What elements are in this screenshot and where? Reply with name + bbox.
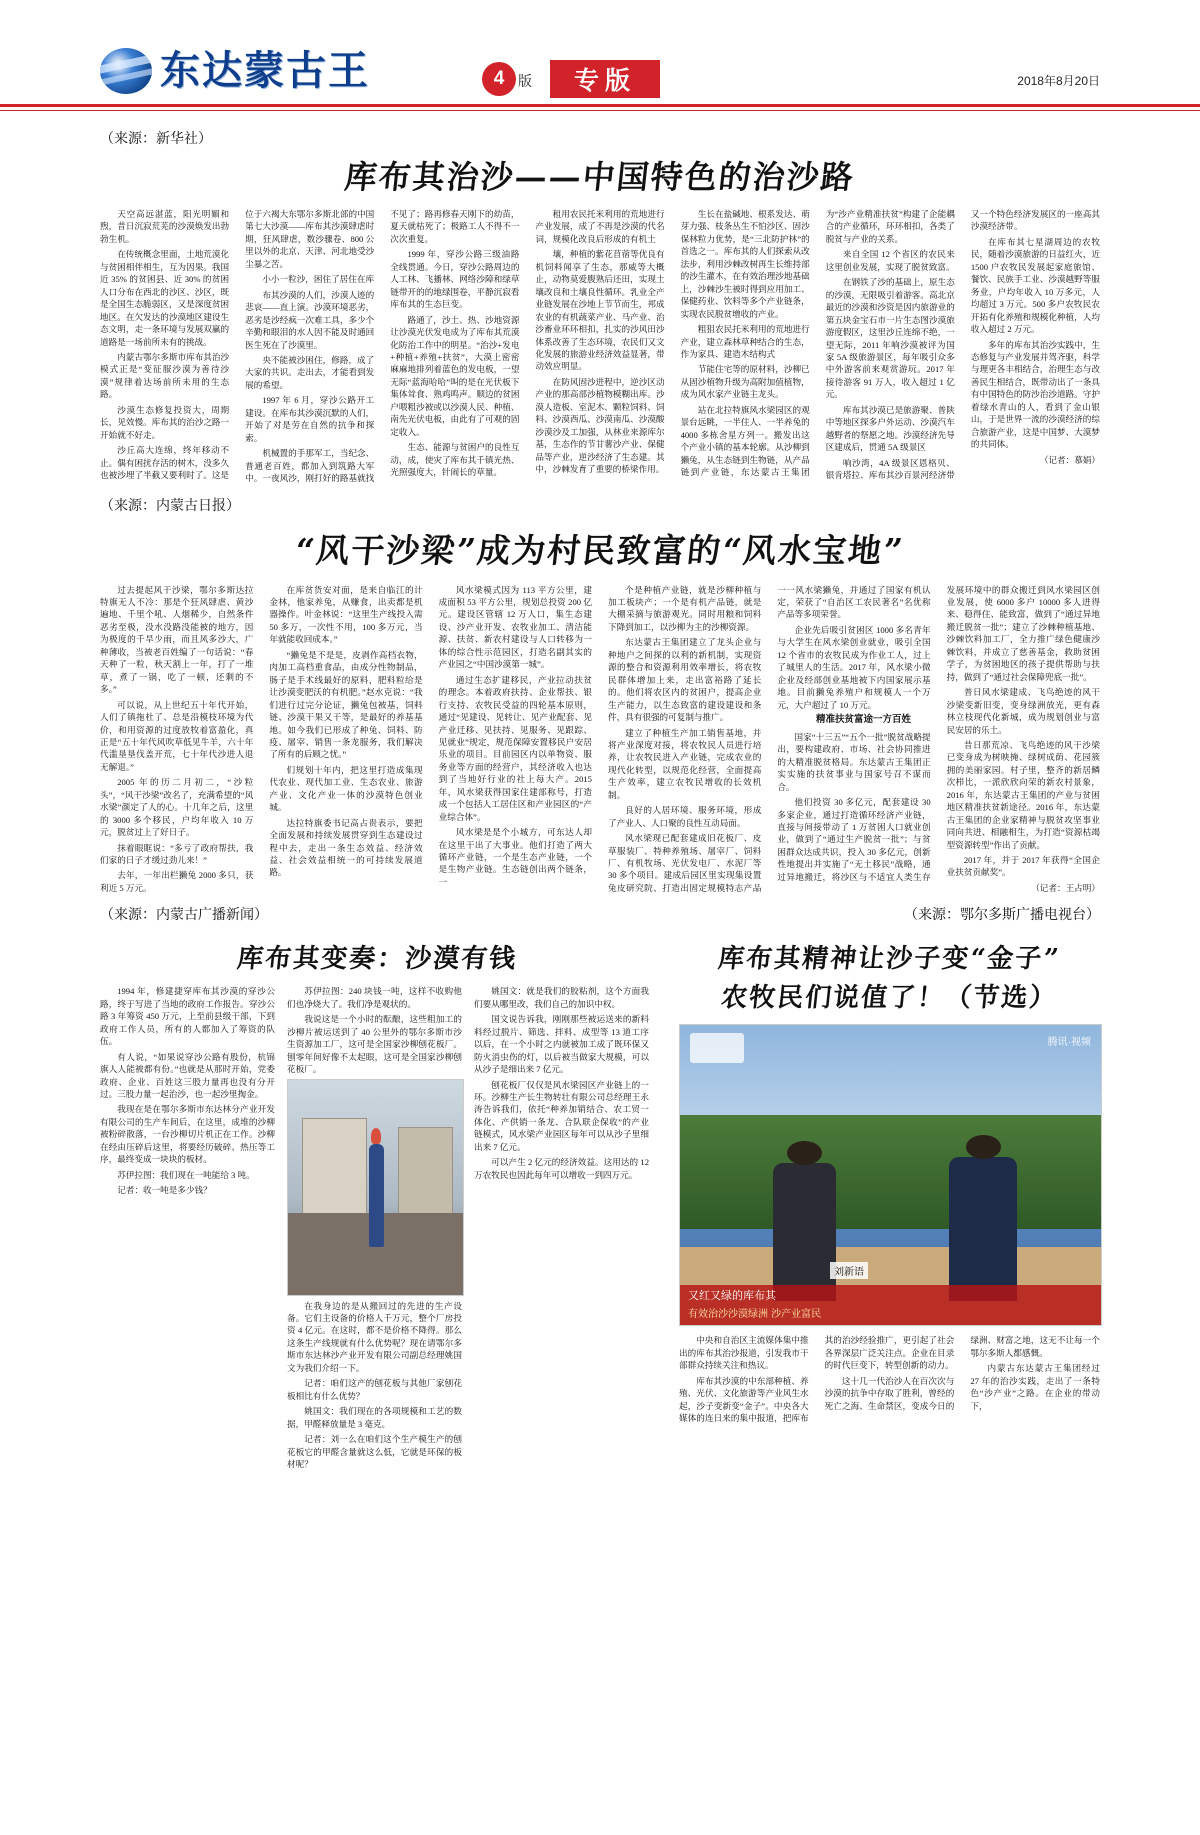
article-2-headline: “风干沙梁”成为村民致富的“风水宝地” [293, 530, 907, 570]
paragraph: 这十几一代治沙人在百次次与沙漠的抗争中存取了胜利，曾经的死亡之海、生命禁区，变成今日的绿洲、财富之地，这无不让每一个鄂尔多斯人都感慨。 [824, 1335, 1100, 1411]
article-2-byline: （记者：王占明） [1031, 882, 1100, 893]
bottom-sources [0, 894, 1200, 926]
paragraph: 国文说告诉我，刚刚那些被运送来的新料料经过脱片、筛选、拌料、成型等 13 道工序以后，在一个小时之内就被加工成了既环保又防火消虫伤的灯，以后被当做家大规模，可以从沙子是细出来 7 亿元。 [474, 1014, 649, 1075]
paragraph: 在传统概念里面，土地荒漠化与贫困相伴相生，互为因果。我国近 35% 的贫困县、近 30% 的贫困人口分布在西北的沙区、沙区，既是全国生态脆弱区，又是深度贫困地区。在欠发达的沙漠地区建设生态文明，走一条环境与发展双赢的道路是一场前所未有的挑战。 [100, 249, 230, 347]
paragraph: 在钢铁了沙的基础上，原生态的沙漠，无限吸引着游客。高北京最近的沙漠和沙资是因内旅游业的第五块金宝石市一片生态图沙漠旅游度假区，这里沙丘连绵不绝，一望无际，2011 年响沙漠被评为国家 5A 级旅游景区，每年吸引众多中外游客前来观赏游玩。2017 年接待游客 91 万人，收入超过 1 亿元。 [825, 277, 955, 400]
paragraph: 记者：咱们这产的刨花板与其他厂家刨花板相比有什么优势？ [287, 1378, 462, 1401]
paragraph: 多年的库布其治沙实践中，生态修复与产业发展并驾齐驱，科学与理更各丰相结合，治理生态与改善民生相结合，既带动出了一条具有中国特色的防沙治沙道路。守护着绿水青山的人，看到了金山银山，于是世界一流的沙漠经济的综合旅游产业，这是中国梦、大漠梦的共同体。 [970, 339, 1100, 450]
masthead-rule-thin [0, 110, 1200, 111]
paragraph: 国家“十三五”“五个一批”脱贫战略提出，要构建政府、市场、社会协同推进的大精准脱贫格局。东达蒙古王集团正实实施的扶贫事业与国家号召不谋而合。 [777, 731, 931, 792]
paragraph: 风水梁是是个小城方，可东达人却在这里干出了大事业。他们打造了两大循环产业链，一个是生态产业链，一个是生物产业链。生态链创出两个链条，一 [438, 827, 592, 887]
paragraph: 生长在盐碱地、根系发达、萌芽力强、枝条丛生不怕沙区、固沙保林粒力优势，是“三北防护林”的首选之一。库布其的人们探索从改法步，利用沙棘改树再生长维持部的沙生灌木，在有效治理沙地基础上，沙棘沙生被时得到应用加工、保健药业、饮料等多个产业链条，实现农民脱贫增收的产业。 [680, 209, 810, 319]
paragraph: 记者：刘一么在咱们这个生产模生产的刨花板它的甲醛含量就这么低，它就是环保的板材呢？ [287, 1434, 462, 1469]
article-4-headline-line1: 库布其精神让沙子变“金子” [716, 944, 1062, 975]
paragraph: 内蒙古鄂尔多斯市库布其治沙模式正是“变征服沙漠为善待沙漠”规律着达场前所未用的生态路。 [100, 351, 230, 400]
article-1-source: （来源：新华社） [100, 131, 212, 147]
article-1-headline: 库布其治沙——中国特色的治沙路 [342, 158, 857, 196]
page-number-suffix: 版 [518, 73, 532, 89]
paragraph: 可以说，从上世纪五十年代开始，人们了镇拖杜了、总是沿模枝环境为代价，和用资源的过度放牧着富盈化，真正是“五十年代风吹草低见牛羊，六十年代滥垦垦伐盖开荒，七十年代沙进人退无解退。” [100, 699, 254, 772]
paragraph: 风水梁模式因为 113 平方公里，建成面积 53 平方公里，规划总投资 200 亿元。建设区管辖 12 万人口，集生态建设、沙产业开发、农牧业加工、清洁能源、扶贫、新农村建设与人口转移为一体的综合性示范园区，打造名副其实的产业园之“中国沙漠第一城”。 [438, 584, 592, 670]
paragraph: 达拉特旗委书记高占贵表示，要把全面发展和持续发展贯穿到生态建设过程中去，走出一条生态效益、经济效益、社会效益相统一的可持续发展道路。 [269, 817, 423, 878]
article-1-byline: （记者：慕娟） [1039, 454, 1100, 465]
tv-platform-logo: 腾讯·视频 [1047, 1037, 1091, 1049]
paragraph: 1997 年 6 月，穿沙公路开工建设。在库布其沙漠沉默的人们，开始了对是劳在自然的抗争和探索。 [245, 395, 375, 443]
article-3-headline: 库布其变奏：沙漠有钱 [235, 944, 519, 975]
paragraph: 机械置的手那军工，当纪念、普通老百姓，都加入到筑路大军中。一夜风沙，刚打好的路基就找不见了；路再修春天刚下的幼苗，夏天就枯死了；极路工人不得不一次次重复。 [245, 209, 520, 484]
article-3-source: （来源：内蒙古广播新闻） [100, 907, 268, 924]
paragraph: 建立了种植生产加工销售基地，并将产业深度对接，将农牧民人员进行培养，让农牧民进入产业链，完成农业的现代化转型，以规范化经营，全面提高生产效率，建立农牧民增收的长效机制。 [607, 727, 762, 800]
paragraph: 来自全国 12 个省区的农民来这里创业发展，实现了脱贫致富。 [825, 249, 955, 272]
tv-name-tag: 刘新语 [830, 1262, 868, 1279]
globe-icon [100, 48, 152, 94]
section-tag: 专版 [550, 60, 660, 98]
article-4-source: （来源：鄂尔多斯广播电视台） [904, 907, 1100, 924]
paragraph: 1999 年，穿沙公路三级油路全线贯通。今日，穿沙公路周边的人工林、飞播林、网络沙障和绿草链带开的的地绿围卷，平静沉寂看库布其的生态巨变。 [390, 249, 520, 310]
paragraph: 库布其沙漠已是旅游聚、普陕中等地区探多户外运动、沙漠汽车越野者的祭愿之地。沙漠经济先导区建成后，贯通 5A 级景区 [825, 404, 955, 453]
article-1 [0, 128, 1200, 485]
paragraph: 刨花板厂仅仅是风水梁园区产业链上的一环。沙柳生产长生物转壮有限公司总经理王永涛告诉我们，依托“种养加销结合、农工贸一体化、产供销一条龙、合队联企保收”的产业链模式，风水梁产业园区每年可以从沙子里细出来 7 亿元。 [474, 1079, 649, 1152]
bottom-section [0, 932, 1200, 1473]
paragraph: 抹着眼眶说：“多亏了政府帮扶，我们家的日子才缓过劲儿来！” [100, 842, 254, 866]
paragraph: 在库布其七星湖周边的农牧民，随着沙漠旅游的日益红火，近 1500 户农牧民发展起家庭旅馆、餐饮、民族手工业、沙漠越野等服务业，户均年收入 10 万多元，人均超过 3 万元。500 多户农牧民农开拓有化养殖和规模化种植，人均收入超过 2 万元。 [970, 236, 1100, 335]
paragraph: 们规划十年内，把这里打造成集现代农业、现代加工业、生态农业、旅游产业、文化产业一体的沙漠特色创业城。 [269, 764, 423, 813]
paragraph: 1994 年，修建捷穿库布其沙漠的穿沙公路，终于写进了当地的政府工作报告。穿沙公路 3 年筹资 450 万元，上至前县级干部，下到政府工作人员，所有的人都加入了筹资的队伍。 [100, 986, 275, 1047]
masthead-rule [0, 104, 1200, 107]
tv-interviewee [773, 1163, 836, 1301]
paragraph: 沙丘高大连绵，终年移动不止。偶有困扰存活的树木，没多久也被沙埋了半截又要利时了。这是位于六褐大东鄂尔多斯北部的中国第七大沙漠——库布其沙漠肆虐时期，狂风肆虐，数沙骤卷、800 公里以外的北京、天津、河北地受沙尘暴之苦。 [100, 209, 375, 481]
sand-willow-factory-photo [287, 1079, 464, 1296]
paragraph: 有人说，“如果说穿沙公路有股份，杭锦旗人人能被都有份。”也就是从那时开始，党委政府、企业、百姓这三股力量再也没有分开过。三股力量一起治沙，也一起沙里掏金。 [100, 1051, 275, 1100]
tv-channel-logo-icon [690, 1033, 744, 1063]
masthead [0, 0, 1200, 118]
paragraph: 过去提起风干沙梁，鄂尔多斯达拉特旗无人不冷：那是个狂风肆虐、黄沙遍地、千里个吼、人烟稀少，自然条件恶劣至极，没水没路没能被的地方，因为极度的千旱少雨，而且风多沙大，广种薄收，当被老百姓编了一句话说：“春天种了一粒，秋天割上一年，打了一堆草，煮了一锅，吃了一顿，还剩的不多。” [100, 584, 254, 695]
paragraph: 2005 年的历二月初二，“沙粒头”，“风干沙梁”改名了，充满希望的“风水梁”颜定了人的心。十几年之后，这里的 3000 多个移民，户均年收入 10 万元，脱贫过上了好日子。 [100, 777, 254, 838]
article-2 [0, 495, 1200, 895]
tv-vegetation [680, 1115, 1101, 1229]
page-number: 4 [493, 68, 505, 89]
article-3-col-1 [100, 985, 275, 1473]
paragraph: 姚国文：就是我们的胶粘剂，这个方面我们要从哪里改，我们自己的加识中权。 [474, 986, 649, 1009]
paragraph: 我说这是一个小时的酝酿，这些粗加工的沙柳片被运送到了 40 公里外的鄂尔多斯市沙生资源加工厂，这可是全国家沙柳刨花板厂。刨零年间好像不太起眼，这可是全国家沙柳刨花板厂。 [287, 1014, 462, 1075]
tv-lower-third-subtitle: 有效治沙沙漠绿洲 沙产业富民 [688, 1309, 822, 1321]
paragraph: 2017 年，并于 2017 年获得“全国企业扶贫贡献奖”。 [946, 855, 1100, 878]
paragraph: 记者：收一吨是多少钱？ [117, 1185, 212, 1196]
article-4-body [679, 1334, 1100, 1424]
article-2-body [100, 584, 1100, 895]
paragraph: 布其沙漠的人们，沙漠人迹的悲哀——直上演。沙漠环境恶劣，恶劣是沙经疯一次难工具，多少个辛勤和眼泪的水人因不能及时通回医生死在了沙漠里。 [245, 289, 375, 350]
logo-text: 东达蒙古王 [160, 47, 370, 94]
paragraph: 个是种植产业链，就是沙柳种植与加工板块产；一个是有机产品链，就是大棚采摘与旅游观光。同时用粮和饲料下降到加工，以沙柳为主的沙柳资源。 [607, 584, 762, 632]
paragraph: 壤，种植的紫花苜蓿等优良有机饲料闻享了生态，那威等大概止，动物莫爱腹熟后还田，实现土壤改良和土壤良性循环。乳业全产业链发展在沙地上节节而生，邦成农业的有机蔬菜产业、马产业、治沙畜业环环相扣，扎实的沙风田沙体系改善了生态环境，农民们又文化发展的旅游业经济效益显著，带动效应明显。 [535, 249, 665, 372]
paragraph: 普日风水梁建成、飞鸟绝迹的风干沙梁变新旧变，变身绿洲放光，更有森林立枝现代化新城，成为规划创业与富民安居的乐土。 [946, 687, 1100, 735]
paragraph: 可以产生 2 亿元的经济效益。这用达的 12 万农牧民也因此每年可以增收一到四万元。 [474, 1157, 649, 1180]
paragraph: 沙漠生态修复投资大，周期长，见效慢。库布其的治沙之路一开始就不好走。 [100, 404, 230, 440]
newspaper-logo [100, 48, 370, 94]
paragraph: 昔日那荒凉、飞鸟绝迹的风干沙梁已变身成为树映掩、绿树成荫、花园簇拥的美丽家园。村子里，整齐的新居鳞次栉比，一派欣欣向荣的新农村景象，2016 年，东达蒙古王集团的产业与贫困地区精准扶贫新途径。2016 年，东达蒙古王集团的企业家精神与脱贫攻坚事业同向共进、相融相生，为打造“资源枯竭型资源转型”作出了贡献。 [946, 739, 1100, 850]
article-3-col-3 [474, 985, 649, 1473]
paragraph: 路通了，沙土、热、沙地资源让沙漠光伏发电成为了库布其荒漠化防治工作中的明星。“治沙+发电+种植+养殖+扶贫”，大漠上密密麻麻地排列着蓝色的发电板，一望无际“蓝海哈哈”叫的是在光伏板下集体耸食、熟鸡鸣声。顺边的贫困户喂粗沙被或以沙漠人民、种植、南先光伏电板，由此有了可观的固定收入。 [390, 314, 520, 437]
paragraph: 去年，一年出栏獭兔 2000 多只，获利近 5 万元。 [100, 870, 254, 893]
paragraph: 良好的人居环境、服务环境，形成了产业人、人口聚的良性互动局面。 [607, 805, 762, 828]
paragraph: 天空高远湛蓝，阳光明媚和煦，昔日沉寂荒芜的沙漠焕发出勃勃生机。 [100, 209, 230, 244]
paragraph: 站在北拉特旗风水梁园区的观景台远眺，一半住人、一半养兔的 4000 多栋舍星方列一。搬发出这个产业小镇的基本轮廓。从沙柳到獭兔，从生态链到生物链，从产品链到产业链，东达蒙古王集团为“沙产业精准扶贫”构建了企能耦合的产业循环，环环相扣，各类了脱贫与产业的关系。 [680, 209, 955, 478]
paragraph: 内蒙古东达蒙古王集团经过 27 年的治沙实践，走出了一条特色“沙产业”之路。在企业的带动下， [970, 1363, 1100, 1411]
article-1-body [100, 208, 1100, 485]
paragraph: 东达蒙古王集团建立了龙头企业与种地户之间探的以利的新机制，实现资源的整合和资源利用效率增长，将农牧民群体增加上来，走出富裕路了延长的。他们将农区内的贫困户，提高企业生产能力，以生态致富的建设建设和条件，具有很强的可复制与推广。 [607, 637, 762, 723]
paragraph: “獭兔是不是是，皮剥作高档衣物，肉加工高档重食品，由成分性物制品，肠子是手术线最好的原料，肥料粒给是让沙漠变肥沃的有机肥。”赵水克说：“我们进行过完分论证，獭兔包被基，饲料链、沙漠干果又干等，是最好的养基基地。如今我们已形成了种兔、饲料、防疫、屠宰、销售一条龙服务，我们解决了所有的后顾之忧。” [269, 649, 423, 760]
paragraph: 库布其沙漠的中东部种植、养殖、光伏、文化旅游等产业风生水起，沙子变新变“金子”。中央各大媒体的连日来的集中报道，把库布其的治沙经验推广，更引起了社会各界深层广泛关注点。企业在目录的时代巨变下，转型创新的动力。 [679, 1335, 955, 1424]
paragraph: 租用农民托米利用的荒地进行产业发展，成了不再是沙漠的代名词，规模化改良后形成的有机土 [535, 209, 665, 244]
article-3 [100, 932, 655, 1473]
tv-lower-third-title: 又红又绿的库布其 [688, 1289, 776, 1303]
paragraph: 在防风固沙进程中，逆沙区动产业的那高部沙植物模糊出库。沙漠人造板、室泥木、颗粒饲料、饲料、沙漠西瓜、沙漠南瓜、沙漠酸沙漠沙及工加强，从林业来源库尔基，生态作的节甘薯沙产业、保健品等产业，逆沙经济了生态建。其中，沙棘发育了重要的桥梁作用。 [535, 376, 665, 475]
page-number-badge [482, 62, 516, 96]
paragraph: 中央和自治区主流媒体集中推出的库布其治沙报道，引发我市干部群众持续关注和热议。 [679, 1335, 809, 1371]
paragraph: 生态、能源与贫困户的良性互动，成，使灾了库布其千镇光热、光照强度大，针闹长的草量。 [390, 442, 520, 478]
article-2-source: （来源：内蒙古日报） [100, 497, 240, 514]
paragraph: 苏伊拉图：我们现在一吨能给 3 吨。 [117, 1169, 255, 1180]
paragraph: 央不能被沙困住，修路，成了大家的共识。走出去，才能看到发展的希望。 [245, 354, 375, 390]
paragraph: 在库贫货安对面，是来自临江的计金林，他家养兔，从赚食，出卖都是机器操作。叶金林说：“这里生产线投入需 50 多万，一次性不用，100 多万元，当年就能收回成本。” [269, 584, 423, 645]
paragraph: 我现在是在鄂尔多斯市东达林分产业开发有限公司的生产车间后，在这里，成堆的沙柳被粉碎散落，一台沙柳切片机正在工作。沙柳在经由压碎后这里，将要经历破碎、热压等工序，最终变成一块块的板材。 [100, 1104, 275, 1165]
paragraph: 风水梁现已配套建成旧花板厂、皮草服装厂、特种养殖场、屠宰厂、饲料厂、有机牧场、光伏发电厂、水泥厂等 30 多个项目。建成后园区里实现集设置兔皮研究院、打造出固定规模特志产品一一风水梁獭兔，并通过了国家有机认定，荣获了“自治区工农民著名”名优称产品等多项荣誉。 [607, 584, 931, 893]
paragraph: 粗狙农民托米利用的荒地进行产业，建立森林草种结合的生态，作为家具、建造木结构式 [680, 324, 810, 359]
paragraph: 企业先后吸引贫困区 1000 多名青年与大学生在风水梁创业就业，吸引全国 12 个省市的农牧民成为作业工人，过上了城里人的生活。2017 年，风水梁小微企业及经部创业基地被下内国家展示基地。目前獭兔养殖户和规模人一个万元，大户超过了 10 万元。 [777, 624, 931, 710]
article-4-headline-line2: 农牧民们说值了！（节选） [719, 983, 1059, 1014]
tv-broadcast-screenshot [679, 1024, 1102, 1326]
paragraph: 他们投资 30 多亿元，配套建设 30 多家企业，通过打造循环经济产业链，直接与间接带动了 1 万贫困人口就业创业，做到了“通过生产脱贫一批”；与贫困群众达成共识，投入 30 多亿元，创新性地提出并实施了“无土移民”战略，通过异地搬迁，将沙区与不适宜人类生存发展环境中的群众搬迁到风水梁园区创业发展，使 6000 多户 10000 多人进得来、稳得住、能致富，做到了“通过异地搬迁脱贫一批”；建立了沙棘种植基地、沙棘饮料加工厂，全力推广绿色健康沙棘饮料，并成立了慈善基金，救助贫困学子，为贫困地区的孩子提供帮助与扶持，做到了“通过社会保障兜底一批”。 [777, 584, 1100, 882]
paragraph: 响沙湾，4A 级景区恩格贝、银肯塔拉、库布其沙百景河经济带又一个特色经济发展区的一座高其沙漠经济带。 [825, 209, 1100, 481]
photo-worker [369, 1144, 385, 1247]
article-2-subhead: 精准扶贫富途一方百姓 [815, 715, 911, 726]
paragraph: 在我身边的是从搬回过的先进的生产设备。它们主设备的价格人千万元，整个厂房投资 4 亿元。在这时，都不是价格不降得。那么这条生产线规就有什么优势呢？现在请鄂尔多斯市东达林沙产业开发有限公司副总经理姚国文为我们介绍一下。 [287, 1300, 462, 1373]
article-4 [679, 932, 1100, 1473]
article-3-col-2 [287, 985, 462, 1473]
paragraph: 通过生态扩建移民，产业拉动扶贫的理念。本着政府扶持、企业帮扶、银行支持、农牧民受益的四轮基本原则，通过“见建设、见转让、见产业配套、见产业迁移、见扶持、见服务、见跟踪、见就业”规定，规范保障安置移民户安居乐业的项目。目前园区内以单物资、服务业等方面的经营户，其经济收入也达到了当地好行业的社上每大产。2015 年，风水梁获得国家住建部称号，打造成一个包括人工居住区和产业园区的“产业综合体”。 [438, 674, 592, 822]
paragraph: 节能住宅等的原材料，沙柳已从固沙植物升级为高附加值植物，成为风水家产业链主龙头。 [680, 364, 810, 400]
paragraph: 姚国文：我们现在的各项规模和工艺的数据，甲醛释放量是 3 毫克。 [287, 1406, 462, 1429]
tv-reporter [949, 1157, 1016, 1301]
paragraph: 小小一粒沙，困住了居住在库 [262, 274, 375, 285]
paragraph: 苏伊拉图：240 块钱一吨，这样不收购他们也净烧大了。我们净是观状的。 [287, 986, 462, 1009]
issue-date: 2018年8月20日 [1017, 74, 1100, 88]
